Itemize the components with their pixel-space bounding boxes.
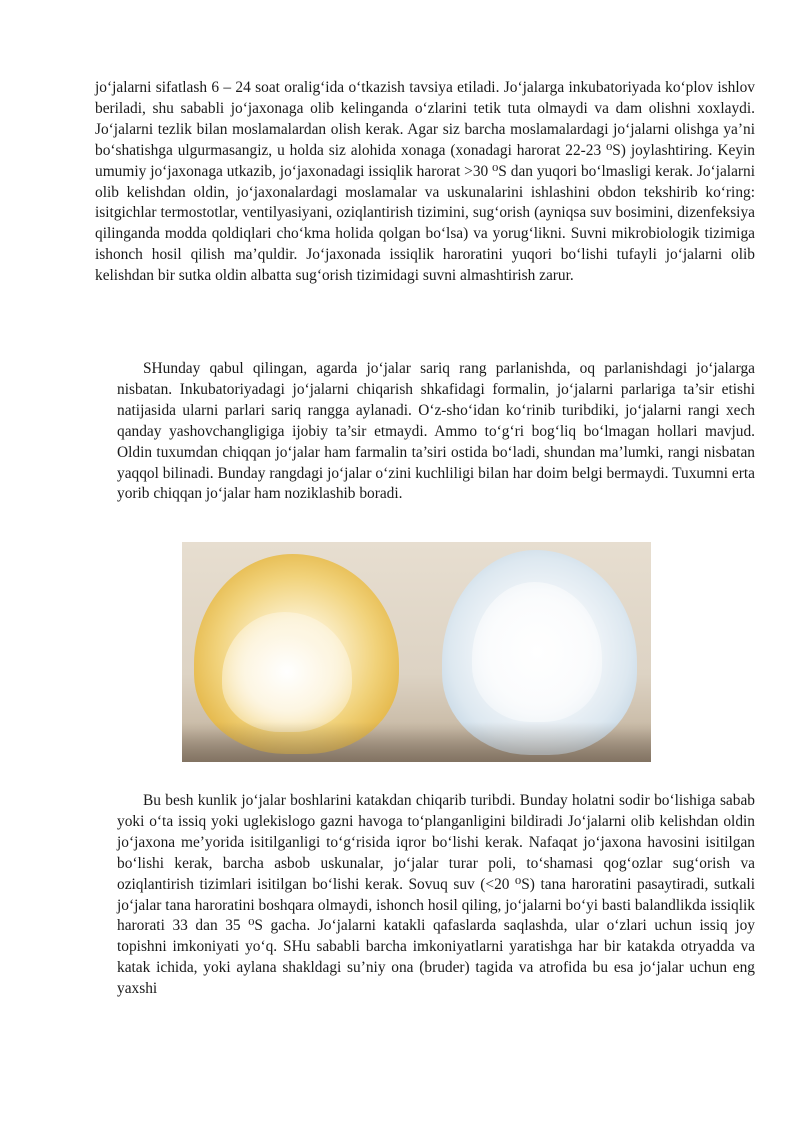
paragraph-intro: jo‘jalarni sifatlash 6 – 24 soat oralig‘ida o‘tkazish tavsiya etiladi. Jo‘jalarga inkubatoriyada ko‘plov ishlov beriladi, shu sababli jo‘jaxonaga olib kelinganda o‘zlarini tetik tuta olmaydi va dam olishni xoxlaydi. Jo‘jalarni tezlik bilan moslamalardan olish kerak. Agar siz barcha moslamalardagi jo‘jalarni olishga ya’ni bo‘shatishga ulgurmasangiz, u holda siz alohida xonaga (xonadagi harorat 22-23 ⁰S) joylashtiring. Keyin umumiy jo‘jaxonaga utkazib, jo‘jaxonadagi issiqlik harorat >30 ⁰S dan yuqori bo‘lmasligi kerak. Jo‘jalarni olib kelishdan oldin, jo‘jaxonalardagi moslamalar va uskunalarini ishlashini obdon tekshirib ko‘ring: isitgichlar termostotlar, ventilyasiyani, oziqlantirish tizimini, sug‘orish (ayniqsa suv bosimini, dizenfeksiya qilinganda modda qoldiqlari cho‘kma holida qolgan bo‘lsa) va yorug‘likni. Suvni mikrobiologik tizimiga ishonch hosil qilish ma’quldir. Jo‘jaxonada issiqlik haroratini yuqori bo‘lishi tufayli jo‘jalarni olib kelishdan bir sutka oldin albatta sug‘orish tizimidagi suvni almashtirish zarur. (95, 79, 755, 285)
chicks-photo (182, 542, 651, 762)
paragraph-brooding: Bu besh kunlik jo‘jalar boshlarini katakdan chiqarib turibdi. Bunday holatni sodir bo‘lishiga sabab yoki o‘ta issiq yoki uglekislogo gazni havoga to‘planganligini bildiradi Jo‘jalarni olib kelishdan oldin jo‘jaxona me’yorida isitilganligi to‘g‘risida iqror bo‘lishi kerak. Nafaqat jo‘jaxona havosini isitilgan bo‘lishi kerak, barcha asbob uskunalar, jo‘jalar turar poli, to‘shamasi qog‘ozlar sug‘orish va oziqlantirish tizimlari isitilgan bo‘lishi kerak. Sovuq suv (<20 ⁰S) tana haroratini pasaytiradi, sutkali jo‘jalar tana haroratini boshqara olmaydi, ishonch hosil qiling, jo‘jalarni bo‘yi basti balandlikda issiqlik harorati 33 dan 35 ⁰S gacha. Jo‘jalarni katakli qafaslarda saqlashda, ular o‘zlari uchun issiq joy topishni imkoniyati yo‘q. SHu sababli barcha imkoniyatlarni yaratishga har bir katakda otryadda va katak ichida, yoki aylana shakldagi su’niy ona (bruder) tagida va atrofida bu esa jo‘jalar uchun eng yaxshi (117, 792, 755, 998)
paragraph-chick-color: SHunday qabul qilingan, agarda jo‘jalar sariq rang parlanishda, oq parlanishdagi jo‘jalarga nisbatan. Inkubatoriyadagi jo‘jalarni chiqarish shkafidagi formalin, jo‘jalarni parlariga ta’sir etishi natijasida ularni parlari sariq rangga aylanadi. O‘z-sho‘idan ko‘rinib turibdiki, jo‘jalarni rangi xech qanday yashovchangligiga ijobiy ta’sir etmaydi. Ammo to‘g‘ri bog‘liq bo‘lmagan hollari mavjud. Oldin tuxumdan chiqqan jo‘jalar ham farmalin ta’siri ostida bo‘ladi, shundan ma’lumki, rangi nisbatan yaqqol bilinadi. Bunday rangdagi jo‘jalar o‘zini kuchliligi bilan har doim belgi bermaydi. Tuxumni erta yorib chiqqan jo‘jalar ham noziklashib boradi. (117, 360, 755, 503)
photo-bottom-shadow (182, 722, 651, 762)
